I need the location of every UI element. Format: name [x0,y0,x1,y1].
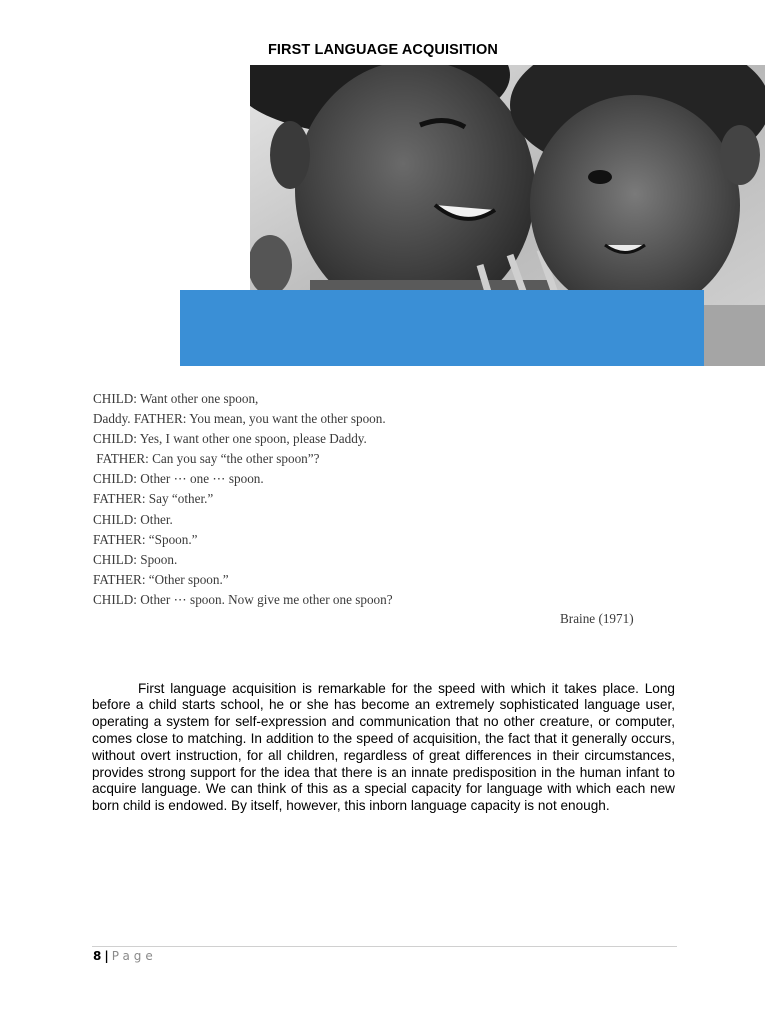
dialogue-line: CHILD: Yes, I want other one spoon, please Daddy. [93,431,367,447]
dialogue-line: FATHER: Say “other.” [93,491,214,507]
dialogue-line: FATHER: “Other spoon.” [93,571,229,587]
page-title [0,42,768,58]
dialogue-line: Daddy. FATHER: You mean, you want the other spoon. [93,411,386,427]
dialogue-excerpt [93,389,653,610]
footer-divider [92,946,677,947]
dialogue-line: CHILD: Other ⋯ one ⋯ spoon. [93,471,264,487]
page-label: Page [111,949,157,963]
blue-accent-band [180,290,704,366]
dialogue-line: CHILD: Other ⋯ spoon. Now give me other one spoon? [93,591,393,607]
dialogue-line: FATHER: “Spoon.” [93,531,198,547]
page-footer [93,949,157,963]
page-number: 8 [93,949,102,963]
dialogue-line: CHILD: Spoon. [93,551,178,567]
page-title-text: FIRST LANGUAGE ACQUISITION [267,42,499,58]
footer-separator: | [104,949,109,963]
dialogue-line: CHILD: Want other one spoon, [93,391,259,406]
citation: Braine (1971) [560,611,634,626]
dialogue-line: FATHER: Can you say “the other spoon”? [93,451,320,467]
body-paragraph: First language acquisition is remarkable for the speed with which it takes place. Long before a child starts school, he or she has become an extremely sophisticated language user, operating a system for self-expression and communication that no other creature, or computer, comes close to matching. In addition to the speed of acquisition, the fact that it generally occurs, without overt instruction, for all children, regardless of great differences in their circumstances, provides strong support for the idea that there is an innate predisposition in the human infant to acquire language. We can think of this as a special capacity for language with which each new born child is endowed. By itself, however, this inborn language capacity is not enough. [92,680,675,814]
dialogue-line: CHILD: Other. [93,511,173,527]
